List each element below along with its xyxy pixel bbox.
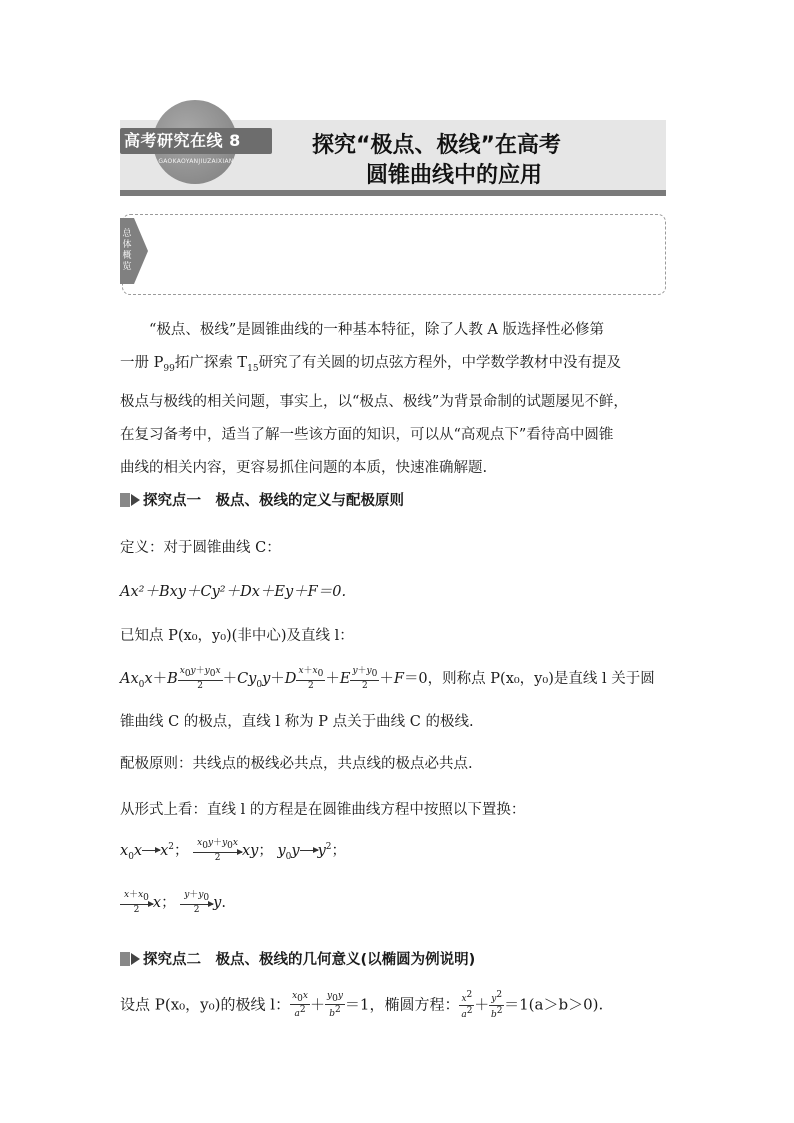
intro-paragraph [120,314,676,485]
page-title-line2: 圆锥曲线中的应用 [366,163,543,188]
triangle-icon [131,953,140,965]
substitution-row2: $\frac{x+x_0}{2}$ x； $\frac{y+y_0}{2}$ y. [120,890,226,916]
section2-heading: 探究点二 极点、极线的几何意义(以椭圆为例说明) [120,948,475,969]
section-marker-icon [120,952,130,966]
intro-line: 在复习备考中，适当了解一些该方面的知识，可以从“高观点下”看待高中圆锥 [120,426,614,443]
section1-heading: 探究点一 极点、极线的定义与配极原则 [120,489,404,510]
triangle-icon [131,494,140,506]
badge-label: 高考研究在线 8 [124,131,241,150]
badge-subtitle: GAOKAOYANJIUZAIXIAN [158,158,234,165]
section-marker-icon [120,493,130,507]
ellipse-polar-line: 设点 P(x₀，y₀)的极线 l： $\frac{x_0x}{a^2}$ ＋ $\frac{y_0y}{b^2}$ ＝1，椭圆方程： $\frac{x^2}{a^2}$ ＋ $\frac{y^2}{b^2}$ ＝1(a＞b＞0). [120,990,604,1020]
conic-equation: Ax²＋Bxy＋Cy²＋Dx＋Ey＋F＝0. [120,584,347,600]
definition-line: 定义：对于圆锥曲线 C： [120,540,281,556]
polar-equation: $Ax_0x+B$ $\frac{x_0y+y_0x}{2}$ $+Cy_0y+D$ $\frac{x+x_0}{2}$ ＋E $\frac{y+y_0}{2}$ ＋F＝0，则称点 P(x₀，y₀)是直线 l 关于圆 [120,666,655,691]
polar-equation-line2: 锥曲线 C 的极点，直线 l 称为 P 点关于曲线 C 的极线. [120,714,474,730]
form-line: 从形式上看：直线 l 的方程是在圆锥曲线方程中按照以下置换： [120,802,526,818]
substitution-row1: $x_0x$ $x^2$； $\frac{x_0y+y_0x}{2}$ xy； $y_0y$ $y^2$； [120,838,347,863]
overview-tab-label: 总体概览 [122,229,132,272]
intro-line: 一册 $P_{99}$拓广探索 $T_{15}$研究了有关圆的切点弦方程外，中学数学教材中没有提及 [120,355,622,374]
intro-line: “极点、极线”是圆锥曲线的一种基本特征，除了人教 A 版选择性必修第 [149,322,605,338]
intro-line: 曲线的相关内容，更容易抓住问题的本质，快速准确解题. [120,459,488,476]
overview-box [122,214,666,295]
page-title-line1: 探究“极点、极线”在高考 [312,133,561,158]
intro-line: 极点与极线的相关问题，事实上，以“极点、极线”为背景命制的试题屡见不鲜， [120,393,628,410]
principle-line: 配极原则：共线点的极线必共点，共点线的极点必共点. [120,756,473,772]
known-point-line: 已知点 P(x₀，y₀)(非中心)及直线 l： [120,628,354,644]
